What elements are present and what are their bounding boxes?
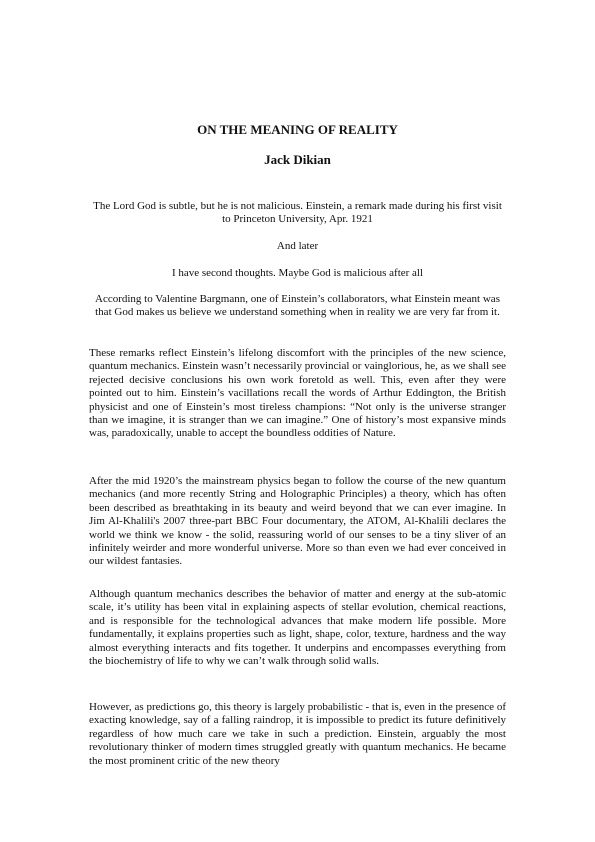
document-title: ON THE MEANING OF REALITY: [197, 122, 398, 137]
epigraph-bridge: And later: [276, 240, 319, 252]
body-paragraph-3: Although quantum mechanics describes the behavior of matter and energy at the sub-atomic scale, it’s utility has been vital in explaining aspects of stellar evolution, chemical reactions, and is responsible for the technological advances that make modern life possible. More fundamentally, it explains properties such as light, shape, color, texture, hardness and the way almost everything interacts and fits together. It underpins and encompasses everything from the biochemistry of life to why we can’t walk through solid walls.: [89, 588, 506, 668]
epigraph-quote-2: I have second thoughts. Maybe God is malicious after all: [171, 267, 424, 279]
body-paragraph-1: These remarks reflect Einstein’s lifelong discomfort with the principles of the new science, quantum mechanics. Einstein wasn’t necessarily provincial or vainglorious, he, as we shall see rejected decisive conclusions his own work foretold as well. This, even after they were pointed out to him. Einstein’s vacillations recall the words of Arthur Eddington, the British physicist and one of Einstein’s most tireless champions: “Not only is the universe stranger than we imagine, it is stranger than we can imagine.” One of history’s most expansive minds was, paradoxically, unable to accept the boundless oddities of Nature.: [89, 347, 506, 440]
epigraph-quote-1: The Lord God is subtle, but he is not malicious. Einstein, a remark made during his first visit to Princeton University, Apr. 1921: [93, 200, 502, 226]
body-paragraph-2: After the mid 1920’s the mainstream physics began to follow the course of the new quantum mechanics (and more recently String and Holographic Principles) a theory, which has often been described as breathtaking in its beauty and weird beyond that we can ever imagine. In Jim Al-Khalili's 2007 three-part BBC Four documentary, the ATOM, Al-Khalili declares the world we think we know - the solid, reassuring world of our senses to be a tiny sliver of an infinitely weirder and more wonderful universe. More so than even we had ever conceived in our wildest fantasies.: [89, 475, 506, 568]
document-author: Jack Dikian: [264, 152, 331, 167]
body-paragraph-4: However, as predictions go, this theory is largely probabilistic - that is, even in the presence of exacting knowledge, say of a falling raindrop, it is impossible to predict its future definitively regardless of how much care we take in such a prediction. Einstein, arguably the most revolutionary thinker of modern times struggled greatly with quantum mechanics. He became the most prominent critic of the new theory: [89, 701, 506, 767]
epigraph-note: According to Valentine Bargmann, one of Einstein’s collaborators, what Einstein meant was that God makes us believe we understand something when in reality we are very far from it.: [95, 293, 500, 319]
